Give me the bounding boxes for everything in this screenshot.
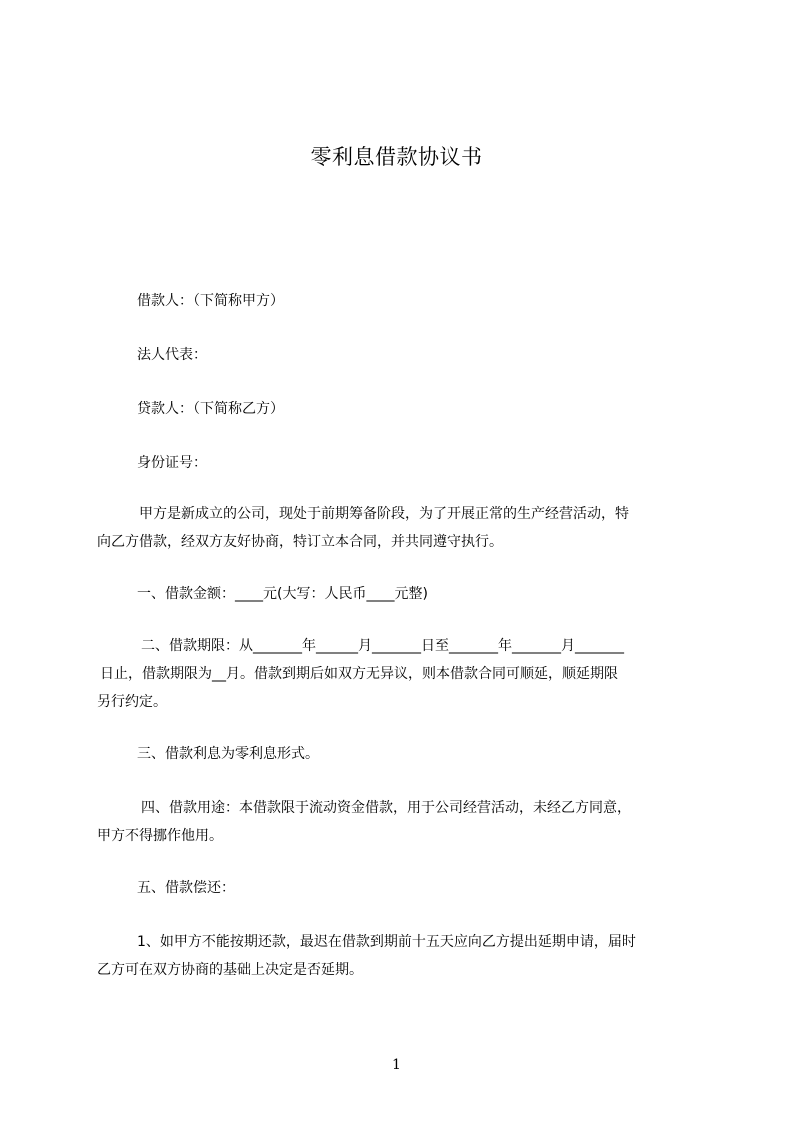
clause-2-loan-term [97,632,717,716]
id-number-field: 身份证号： [137,455,207,471]
clause-5-line: 五、借款偿还： [137,880,235,896]
clause-2-line-1: 二、借款期限：从_______年______月_______日至_______年_______月_______ [141,638,624,654]
clause-1-loan-amount [97,580,717,608]
clause-5-1-extension [97,928,717,984]
clause-4-line-1: 四、借款用途：本借款限于流动资金借款，用于公司经营活动，未经乙方同意， [141,800,631,816]
clause-3-interest [97,740,717,768]
borrower-field: 借款人：（下简称甲方） [137,293,284,309]
lender-field: 贷款人：（下简称乙方） [137,401,284,417]
intro-paragraph [97,500,717,556]
intro-line-1: 甲方是新成立的公司，现处于前期筹备阶段，为了开展正常的生产经营活动，特 [139,506,629,522]
clause-5-1-line-2: 乙方可在双方协商的基础上决定是否延期。 [97,962,363,978]
clause-5-1-line-1: 1、如甲方不能按期还款，最迟在借款到期前十五天应向乙方提出延期申请，届时 [137,934,636,950]
intro-line-2: 向乙方借款，经双方友好协商，特订立本合同，并共同遵守执行。 [97,534,503,550]
page-number: 1 [392,1057,401,1073]
document-title: 零利息借款协议书 [310,145,483,169]
clause-5-repayment [97,874,717,902]
clause-3-line: 三、借款利息为零利息形式。 [137,746,319,762]
clause-4-line-2: 甲方不得挪作他用。 [97,828,223,844]
clause-4-loan-purpose [97,794,717,850]
clause-2-line-3: 另行约定。 [97,694,167,710]
clause-2-line-2: 日止，借款期限为__月。借款到期后如双方无异议，则本借款合同可顺延，顺延期限 [100,666,618,682]
legal-representative-field: 法人代表： [137,347,207,363]
clause-1-line: 一、借款金额：____元(大写：人民币____元整) [137,586,428,602]
